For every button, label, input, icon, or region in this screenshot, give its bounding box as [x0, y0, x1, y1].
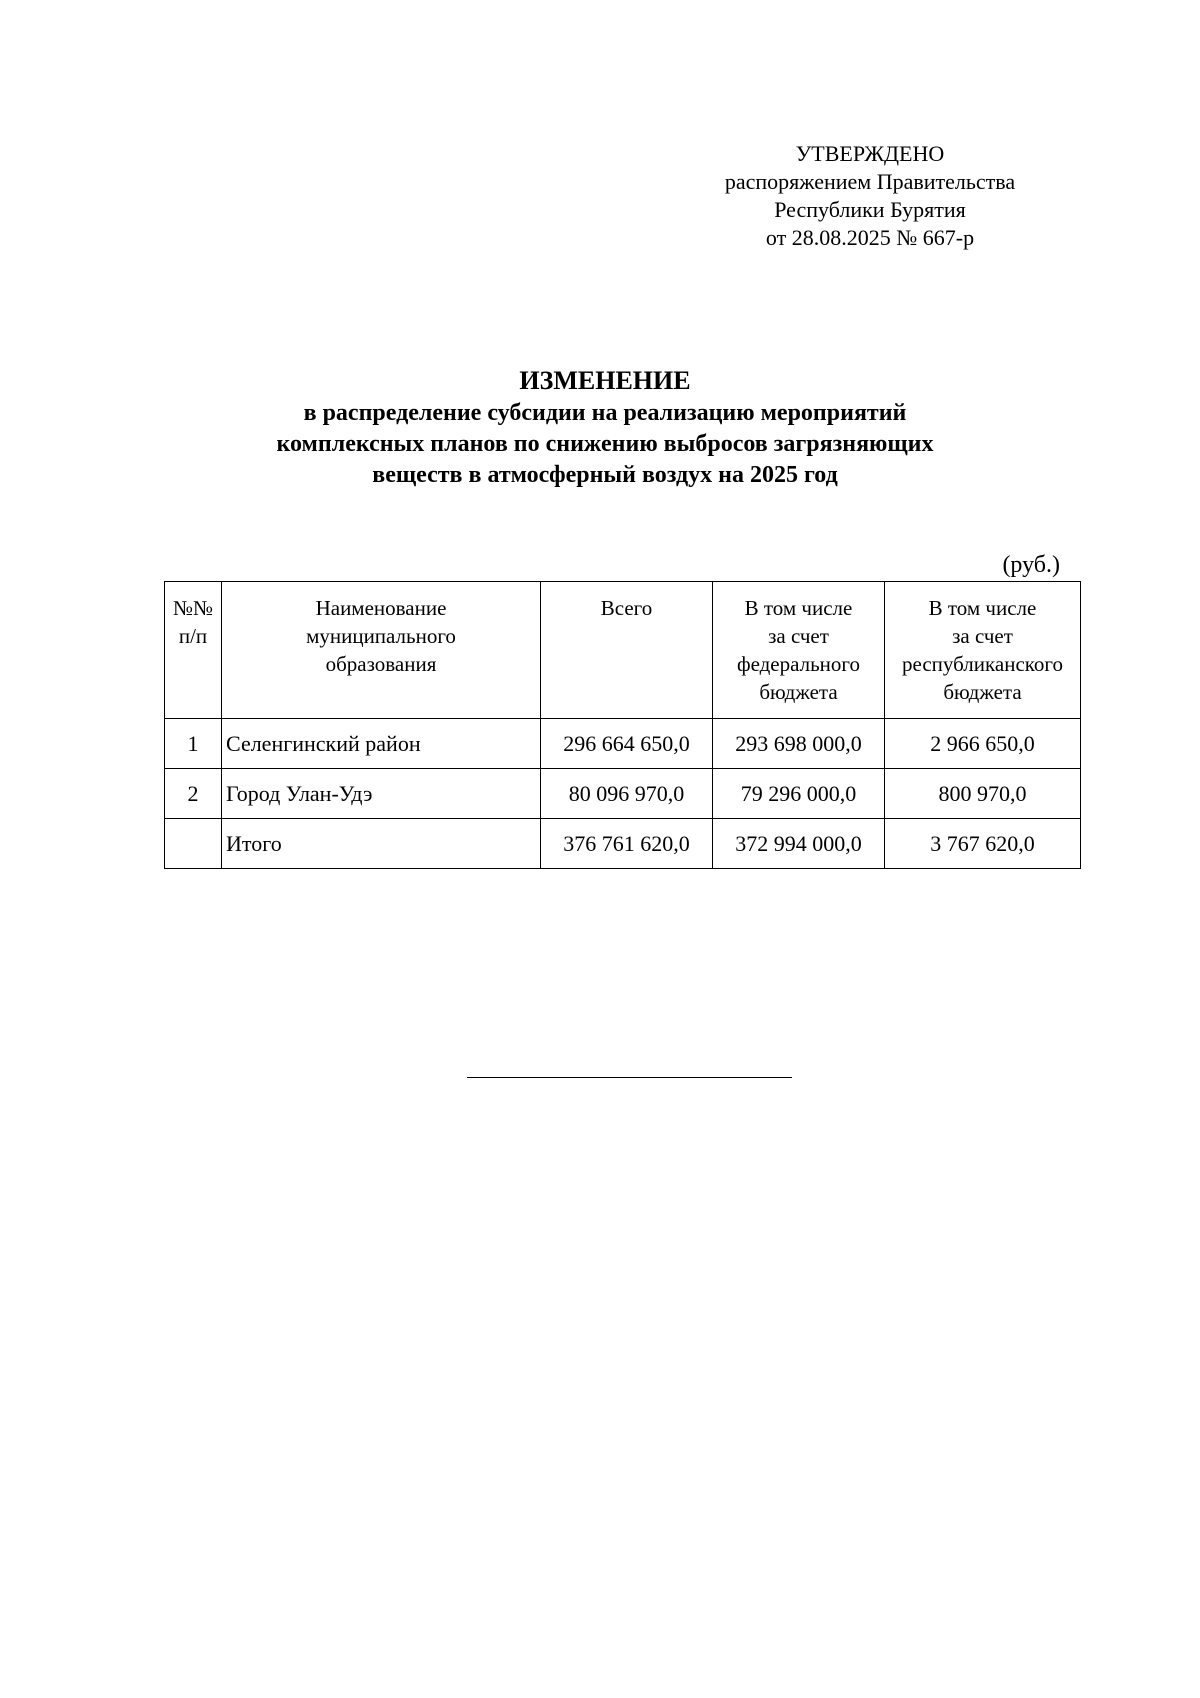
units-label: (руб.) — [1002, 552, 1060, 578]
title-line-3: веществ в атмосферный воздух на 2025 год — [372, 462, 838, 488]
row-federal: 372 994 000,0 — [713, 819, 885, 869]
row-total: 376 761 620,0 — [541, 819, 713, 869]
row-municipality: Город Улан-Удэ — [222, 769, 541, 819]
title-line-1: в распределение субсидии на реализацию мероприятий — [303, 400, 907, 426]
row-number — [165, 819, 222, 869]
row-number: 2 — [165, 769, 222, 819]
closing-divider — [467, 1077, 792, 1078]
row-federal: 293 698 000,0 — [713, 719, 885, 769]
table-row — [165, 769, 1081, 819]
row-number: 1 — [165, 719, 222, 769]
header-federal: В том числе за счет федерального бюджета — [713, 582, 885, 719]
row-total: 80 096 970,0 — [541, 769, 713, 819]
row-republic: 2 966 650,0 — [885, 719, 1081, 769]
document-title — [150, 365, 1060, 491]
header-municipality: Наименование муниципального образования — [222, 582, 541, 719]
row-municipality: Селенгинский район — [222, 719, 541, 769]
row-federal: 79 296 000,0 — [713, 769, 885, 819]
row-municipality: Итого — [222, 819, 541, 869]
allocation-table — [164, 581, 1081, 869]
row-republic: 800 970,0 — [885, 769, 1081, 819]
approval-heading: УТВЕРЖДЕНО — [795, 141, 945, 166]
row-republic: 3 767 620,0 — [885, 819, 1081, 869]
approval-date-number: от 28.08.2025 № 667-р — [765, 225, 975, 250]
approval-authority: распоряжением Правительства — [724, 169, 1016, 194]
header-republic: В том числе за счет республиканского бюджета — [885, 582, 1081, 719]
table-row — [165, 719, 1081, 769]
table-total-row — [165, 819, 1081, 869]
table-header-row — [165, 582, 1081, 719]
title-main: ИЗМЕНЕНИЕ — [519, 366, 691, 395]
header-total: Всего — [541, 582, 713, 719]
row-total: 296 664 650,0 — [541, 719, 713, 769]
approval-region: Республики Бурятия — [774, 197, 966, 222]
header-number: №№ п/п — [165, 582, 222, 719]
approval-stamp — [705, 140, 1035, 252]
title-line-2: комплексных планов по снижению выбросов загрязняющих — [276, 431, 934, 457]
